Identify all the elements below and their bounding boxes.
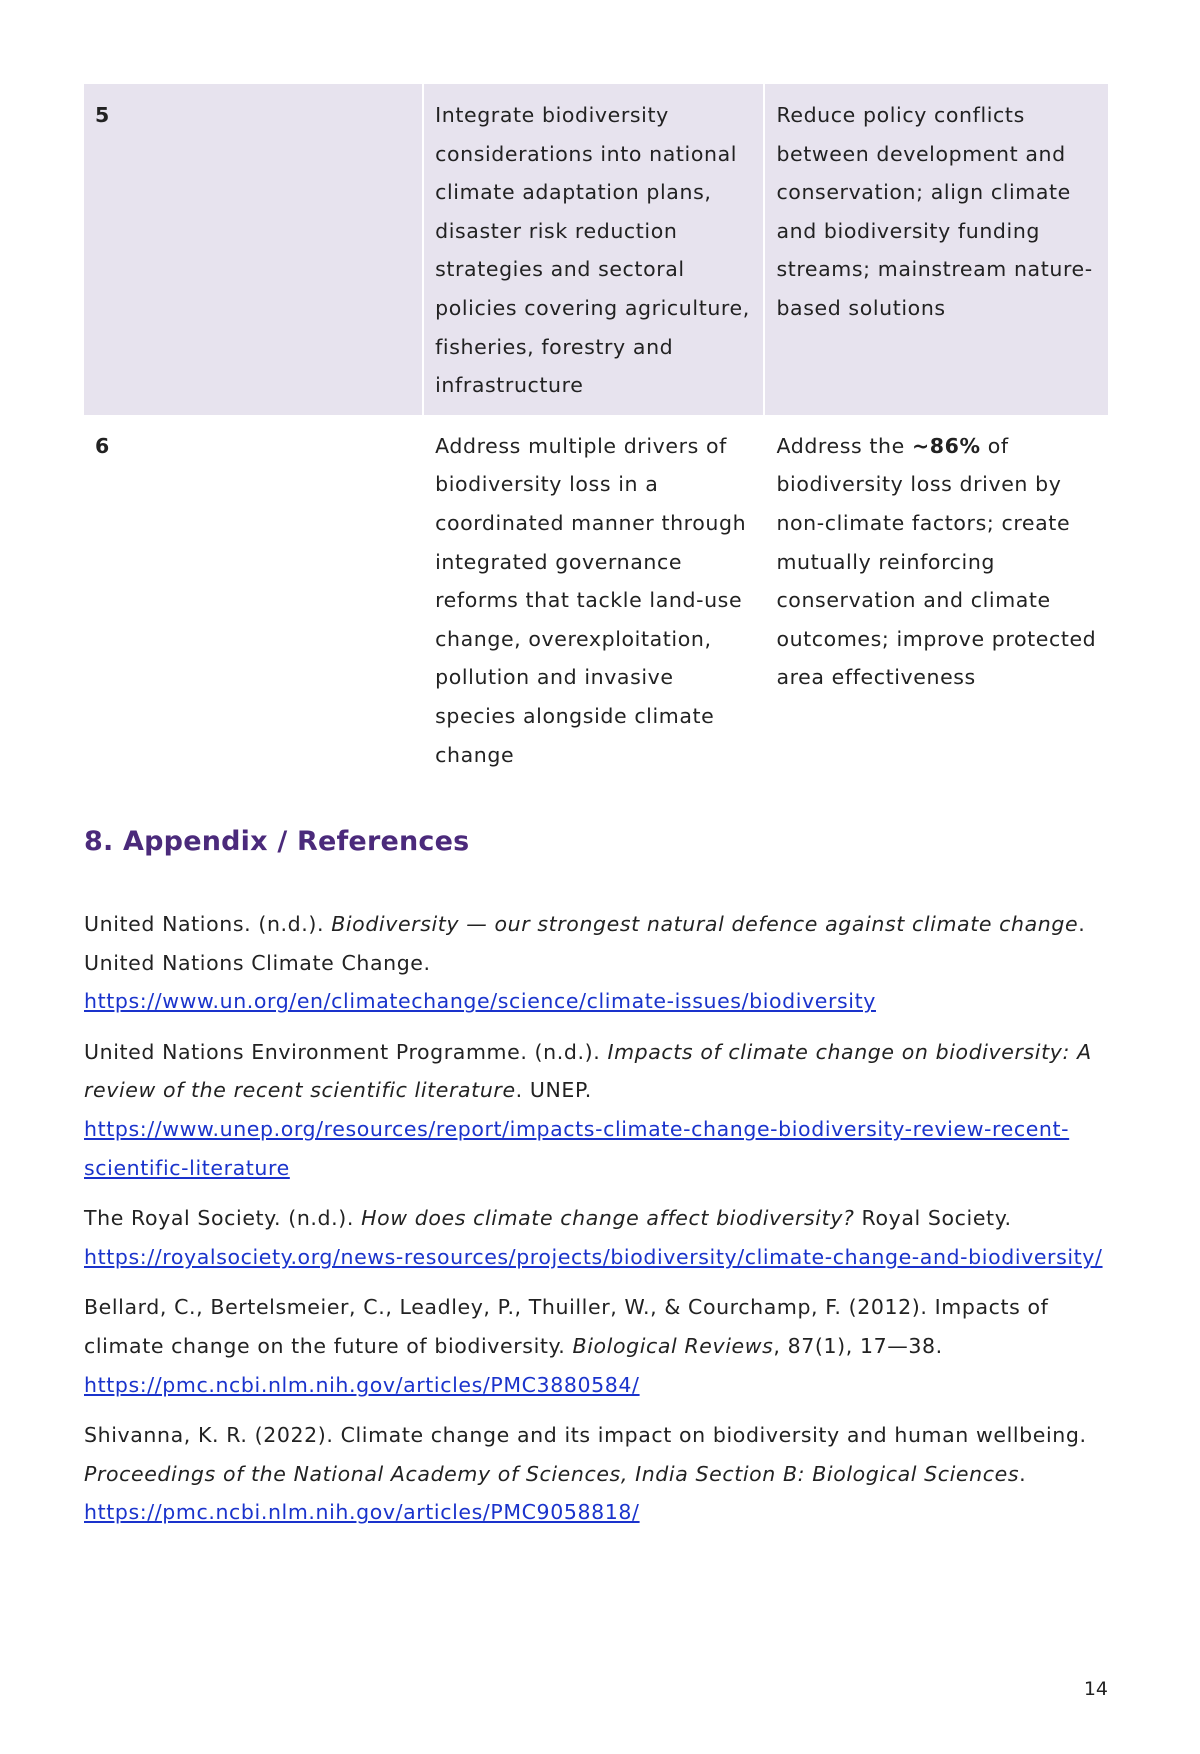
action-cell: Integrate biodiversity considerations into national climate adaptation plans, disaster risk reduction strategies and sectoral policies covering agriculture, fisheries, forestry and infrastructure <box>423 84 764 415</box>
reference-entry <box>84 1288 1114 1404</box>
row-number: 6 <box>95 433 110 458</box>
highlight-stat: ~86% <box>911 433 981 458</box>
reference-authors: United Nations Environment Programme. (n.d.). <box>84 1039 608 1064</box>
row-number: 5 <box>84 84 423 415</box>
reference-entry <box>84 905 1114 1021</box>
reference-authors: Shivanna, K. R. (2022). Climate change and its impact on biodiversity and human wellbeing. <box>84 1423 1087 1448</box>
reference-title: Impacts of climate change on biodiversity: A review of the recent scientific literature <box>84 1039 1092 1103</box>
reference-source: . United Nations Climate Change. <box>84 912 1086 975</box>
reference-title: Biodiversity — our strongest natural defence against climate change <box>331 912 1079 936</box>
recommendations-table <box>84 84 1108 784</box>
table-row <box>84 415 1108 784</box>
table-row <box>84 84 1108 415</box>
reference-authors: Bellard, C., Bertelsmeier, C., Leadley, P., Thuiller, W., & Courchamp, F. (2012). Impacts of climate change on the future of biodiversity. <box>84 1295 1049 1358</box>
benefit-cell: Reduce policy conflicts between development and conservation; align climate and biodiversity funding streams; mainstream nature-based solutions <box>764 84 1108 415</box>
reference-entry <box>84 1416 1114 1532</box>
reference-authors: The Royal Society. (n.d.). <box>84 1206 362 1231</box>
reference-title: Biological Reviews <box>572 1333 774 1358</box>
reference-source: Royal Society. <box>854 1206 1012 1231</box>
reference-authors: United Nations. (n.d.). <box>84 912 332 936</box>
reference-link[interactable]: https://pmc.ncbi.nlm.nih.gov/articles/PMC9058818/ <box>84 1500 640 1525</box>
reference-source: . UNEP. <box>515 1078 592 1103</box>
benefit-cell <box>764 415 1108 784</box>
reference-list <box>84 905 1114 1544</box>
reference-source: . <box>1019 1461 1027 1486</box>
page-number: 14 <box>1083 1678 1108 1700</box>
reference-link[interactable]: https://royalsociety.org/news-resources/projects/biodiversity/climate-change-and-biodiversity/ <box>84 1244 1103 1269</box>
action-cell: Address multiple drivers of biodiversity loss in a coordinated manner through integrated governance reforms that tackle land-use change, overexploitation, pollution and invasive species alongside climate change <box>423 415 764 784</box>
reference-title: How does climate change affect biodiversity? <box>361 1206 855 1231</box>
section-heading: 8. Appendix / References <box>84 826 470 857</box>
reference-link[interactable]: https://pmc.ncbi.nlm.nih.gov/articles/PMC3880584/ <box>84 1372 640 1397</box>
reference-title: Proceedings of the National Academy of Sciences, India Section B: Biological Sciences <box>84 1461 1020 1486</box>
reference-link[interactable]: https://www.unep.org/resources/report/impacts-climate-change-biodiversity-review-recent-scientific-literature <box>84 1116 1070 1180</box>
reference-entry <box>84 1033 1114 1187</box>
reference-source: , 87(1), 17—38. <box>773 1333 943 1358</box>
benefit-text: of biodiversity loss driven by non-climate factors; create mutually reinforcing conservation and climate outcomes; improve protected area effectiveness <box>776 433 1097 690</box>
reference-link[interactable]: https://www.un.org/en/climatechange/science/climate-issues/biodiversity <box>84 989 876 1014</box>
benefit-text: Address the <box>776 433 912 458</box>
reference-entry <box>84 1199 1114 1276</box>
